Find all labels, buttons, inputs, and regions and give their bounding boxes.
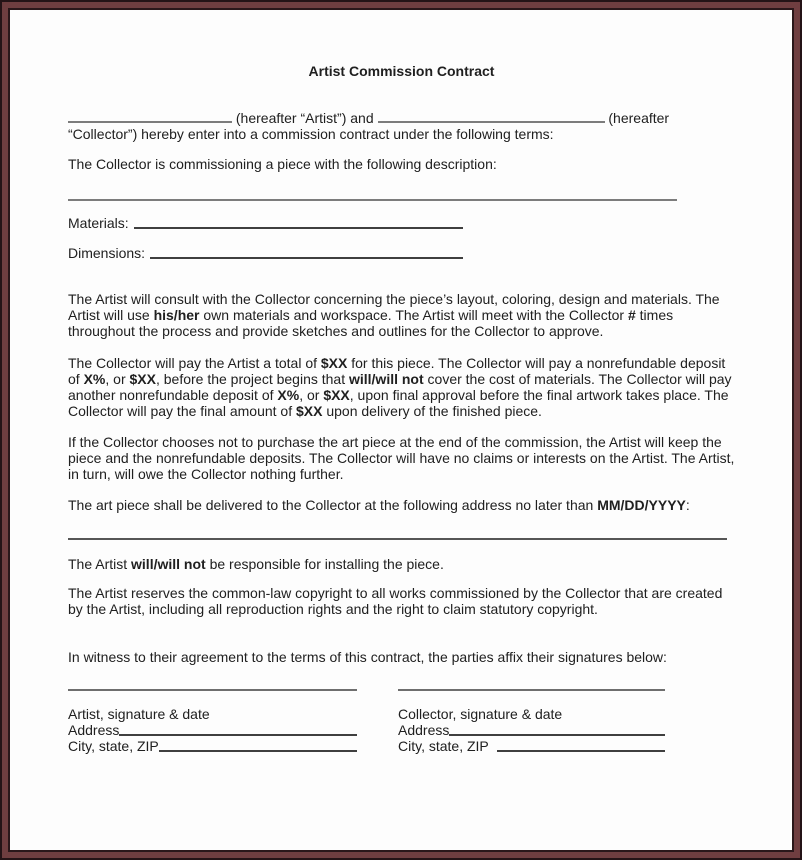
deposit-percent-placeholder: X% [83, 371, 106, 387]
text-segment: The Artist [68, 556, 132, 572]
text-segment: times throughout the process and provide sketches and outlines for the Collector to approve. [68, 307, 674, 339]
total-amount-placeholder: $XX [320, 355, 348, 371]
text-segment: be responsible for installing the piece. [205, 556, 444, 572]
copyright-paragraph: The Artist reserves the common-law copyright to all works commissioned by the Collector that are created by the Artist, including all reproduction rights and the right to claim statutory copyright. [68, 585, 723, 617]
dimensions-blank-line [150, 257, 463, 259]
artist-address-blank-line [119, 734, 357, 736]
collector-address-blank-line [449, 734, 665, 736]
delivery-address-blank-line [68, 538, 727, 540]
text-segment: cover the cost of materials. The Collector will pay another nonrefundable deposit of [68, 371, 732, 403]
payment-paragraph [68, 355, 735, 419]
description-blank-line [68, 199, 677, 201]
date-placeholder: MM/DD/YYYY [597, 497, 686, 513]
text-segment: The art piece shall be delivered to the Collector at the following address no later than [68, 497, 598, 513]
text-segment: The Artist will consult with the Collector concerning the piece’s layout, coloring, design and materials. The Artist will use [68, 291, 720, 323]
artist-city-label: City, state, ZIP [68, 738, 159, 754]
text-segment: , upon final approval before the final artwork takes place. The Collector will pay the final amount of [68, 387, 729, 419]
witness-paragraph: In witness to their agreement to the terms of this contract, the parties affix their signatures below: [68, 649, 667, 665]
collector-city-blank-line [497, 750, 665, 752]
collector-name-blank [378, 119, 605, 123]
intro-paragraph [68, 110, 735, 142]
artist-name-blank [68, 119, 232, 123]
contract-document [10, 63, 792, 754]
artist-signature-label: Artist, signature & date [68, 706, 210, 722]
text-segment: : [685, 497, 690, 513]
maroon-frame [2, 2, 800, 858]
inner-frame [8, 8, 794, 852]
document-title: Artist Commission Contract [308, 63, 495, 79]
text-segment: , or [105, 371, 130, 387]
materials-row [68, 215, 463, 231]
final-amount-placeholder: $XX [296, 403, 323, 419]
keep-paragraph: If the Collector chooses not to purchase the art piece at the end of the commission, the Artist will keep the piece and the nonrefundable deposits. The Collector will have no claims or interests on the Artist. The Artist, in turn, will owe the Collector nothing further. [68, 434, 735, 482]
intro-text-segment-1: (hereafter “Artist”) and [232, 110, 378, 126]
deposit-amount-placeholder: $XX [129, 371, 156, 387]
text-segment: The Collector will pay the Artist a total of [68, 355, 321, 371]
will-will-not-placeholder: will/will not [348, 371, 424, 387]
text-segment: , or [299, 387, 324, 403]
collector-address-row [398, 722, 665, 738]
collector-signature-block [398, 689, 665, 754]
text-segment: upon delivery of the finished piece. [322, 403, 542, 419]
text-segment: for this piece. The Collector will pay a nonrefundable deposit of [68, 355, 726, 387]
dimensions-row [68, 245, 463, 261]
collector-address-label: Address [398, 722, 450, 738]
collector-city-label: City, state, ZIP [398, 738, 489, 754]
commission-description-paragraph: The Collector is commissioning a piece with the following description: [68, 156, 497, 172]
artist-signature-line [68, 689, 357, 691]
install-will-will-not-placeholder: will/will not [131, 556, 206, 572]
install-paragraph [68, 556, 735, 572]
collector-signature-label: Collector, signature & date [398, 706, 563, 722]
times-placeholder: # [627, 307, 636, 323]
artist-city-blank-line [159, 750, 357, 752]
second-amount-placeholder: $XX [323, 387, 350, 403]
text-segment: , before the project begins that [155, 371, 349, 387]
consult-paragraph [68, 291, 735, 339]
materials-blank-line [134, 227, 463, 229]
artist-signature-block [68, 689, 357, 754]
his-her-placeholder: his/her [153, 307, 200, 323]
materials-label: Materials: [68, 215, 129, 231]
dimensions-label: Dimensions: [68, 245, 146, 261]
intro-text-segment-2: (hereafter “Collector”) hereby enter into a commission contract under the following terms: [68, 110, 670, 142]
signature-section [68, 689, 735, 754]
artist-address-row [68, 722, 357, 738]
artist-city-row [68, 738, 357, 754]
second-percent-placeholder: X% [277, 387, 300, 403]
delivery-paragraph [68, 497, 735, 513]
collector-city-row [398, 738, 665, 754]
text-segment: own materials and workspace. The Artist will meet with the Collector [199, 307, 628, 323]
collector-signature-line [398, 689, 665, 691]
artist-address-label: Address [68, 722, 120, 738]
